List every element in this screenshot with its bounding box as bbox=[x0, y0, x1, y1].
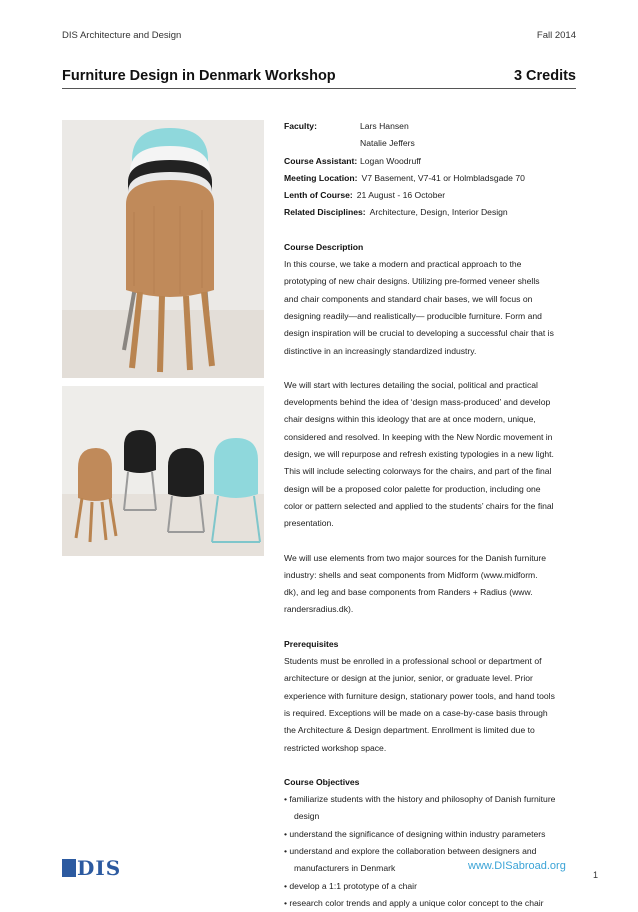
course-credits: 3 Credits bbox=[513, 68, 576, 84]
page-number: 1 bbox=[592, 870, 598, 880]
description-paragraph-1: In this course, we take a modern and practical approach to the prototyping of new chair designs. Utilizing pre-formed veneer shells and chair components and standard chair bases, we will focus on designing readily—and realistically— producible furniture. Form and design inspiration will be crucial to developing a successful chair that is distinctive in an increasingly standardized industry. bbox=[284, 259, 554, 356]
length-value: 21 August - 16 October bbox=[356, 190, 446, 201]
dis-logo bbox=[62, 858, 121, 878]
faculty-name-1: Lars Hansen bbox=[360, 121, 409, 131]
location-row bbox=[284, 170, 584, 187]
objectives-heading: Course Objectives bbox=[284, 776, 360, 787]
description-paragraph-2: We will start with lectures detailing the social, political and practical developments behind the idea of ‘design mass-produced’ and develop chair designs within this ideology that are at once modern, unique, considered and resolved. In keeping with the New Nordic movement in design, we will repurpose and refresh existing typologies in a new light. This will include selecting colorways for the chairs, and part of the final design will be a proposed color palette for production, including one color or pattern selected and applied to the students’ chairs for the final presentation. bbox=[284, 379, 554, 529]
faculty-row-2 bbox=[284, 135, 584, 152]
disciplines-value: Architecture, Design, Interior Design bbox=[369, 207, 508, 218]
faculty-name-2: Natalie Jeffers bbox=[360, 138, 415, 149]
objective-item: • research color trends and apply a unique color concept to the chair bbox=[284, 897, 544, 908]
disciplines-row bbox=[284, 204, 584, 221]
objective-item-continued: manufacturers in Denmark bbox=[294, 863, 396, 874]
assistant-name: Logan Woodruff bbox=[360, 155, 421, 166]
stacked-chairs-photo bbox=[62, 120, 264, 378]
logo-text: DIS bbox=[77, 856, 122, 880]
objective-item-continued: design bbox=[294, 811, 320, 822]
description-heading: Course Description bbox=[284, 241, 364, 252]
disciplines-label: Related Disciplines: bbox=[284, 207, 366, 218]
header-right: Fall 2014 bbox=[536, 30, 576, 41]
website-link[interactable]: www.DISabroad.org bbox=[468, 860, 566, 872]
course-title: Furniture Design in Denmark Workshop bbox=[62, 68, 336, 84]
prerequisites-paragraph: Students must be enrolled in a professional school or department of architecture or design at the junior, senior, or graduate level. Prior experience with furniture design, stationary power tools, and hand tools is required. Exceptions will be made on a case-by-case basis through the Architecture & Design department. Enrollment is limited due to restricted workshop space. bbox=[284, 656, 555, 753]
chair-row-photo bbox=[62, 386, 264, 556]
objective-item: • understand the significance of designing within industry parameters bbox=[284, 828, 546, 839]
header-left: DIS Architecture and Design bbox=[62, 30, 182, 41]
objectives-list bbox=[284, 791, 584, 912]
length-row bbox=[284, 187, 584, 204]
assistant-row bbox=[284, 153, 584, 170]
course-content bbox=[284, 118, 584, 912]
objective-item: • familiarize students with the history and philosophy of Danish furniture bbox=[284, 794, 556, 805]
page-header bbox=[62, 30, 576, 44]
faculty-label: Faculty: bbox=[284, 121, 317, 131]
objective-item: • understand and explore the collaboration between designers and bbox=[284, 845, 537, 856]
faculty-row bbox=[284, 118, 584, 135]
title-bar bbox=[62, 66, 576, 89]
objective-item: • develop a 1:1 prototype of a chair bbox=[284, 880, 417, 891]
length-label: Lenth of Course: bbox=[284, 190, 353, 201]
location-value: V7 Basement, V7-41 or Holmbladsgade 70 bbox=[361, 172, 525, 183]
description-paragraph-3: We will use elements from two major sources for the Danish furniture industry: shells and seat components from Midform (www.midform. dk), and leg and base components from Randers + Radius (www. randersradius.dk). bbox=[284, 552, 547, 615]
logo-block-icon bbox=[62, 859, 76, 877]
assistant-label: Course Assistant: bbox=[284, 155, 358, 166]
location-label: Meeting Location: bbox=[284, 172, 358, 183]
prerequisites-heading: Prerequisites bbox=[284, 638, 339, 649]
